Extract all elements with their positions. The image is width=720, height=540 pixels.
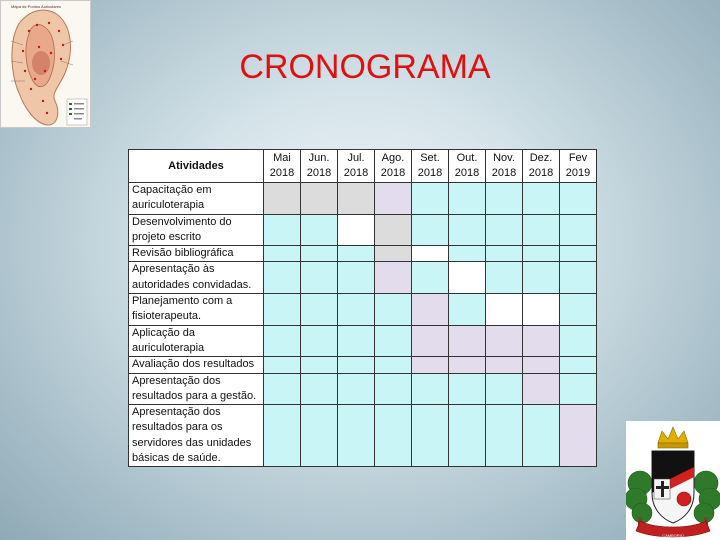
schedule-cell bbox=[449, 246, 486, 262]
schedule-cell bbox=[301, 357, 338, 373]
month-header-ago bbox=[375, 150, 412, 183]
schedule-cell bbox=[338, 246, 375, 262]
activity-cell: Apresentação às autoridades convidadas. bbox=[129, 262, 264, 294]
month-year: 2018 bbox=[491, 167, 517, 179]
schedule-cell bbox=[301, 294, 338, 326]
schedule-cell bbox=[560, 294, 597, 326]
schedule-cell bbox=[560, 246, 597, 262]
schedule-cell bbox=[560, 357, 597, 373]
schedule-cell bbox=[523, 294, 560, 326]
activity-cell: Apresentação dos resultados para os servidores das unidades básicas de saúde. bbox=[129, 405, 264, 467]
month-label: Nov. bbox=[493, 152, 515, 164]
schedule-cell bbox=[264, 262, 301, 294]
ear-chart-caption: Mapa de Pontos Auriculares bbox=[11, 4, 62, 9]
schedule-cell bbox=[523, 405, 560, 467]
month-header-set bbox=[412, 150, 449, 183]
month-label: Dez. bbox=[529, 152, 553, 164]
table-row bbox=[129, 325, 597, 357]
schedule-cell bbox=[301, 405, 338, 467]
activity-cell: Avaliação dos resultados bbox=[129, 357, 264, 373]
schedule-cell bbox=[264, 294, 301, 326]
schedule-cell bbox=[523, 357, 560, 373]
table-row bbox=[129, 183, 597, 215]
schedule-cell bbox=[412, 357, 449, 373]
schedule-cell bbox=[486, 405, 523, 467]
schedule-cell bbox=[301, 214, 338, 246]
table-row bbox=[129, 262, 597, 294]
activity-cell: Planejamento com a fisioterapeuta. bbox=[129, 294, 264, 326]
month-year: 2018 bbox=[454, 167, 480, 179]
schedule-cell bbox=[486, 183, 523, 215]
schedule-cell bbox=[375, 357, 412, 373]
schedule-cell bbox=[412, 262, 449, 294]
month-header-nov bbox=[486, 150, 523, 183]
month-header-dez bbox=[523, 150, 560, 183]
schedule-cell bbox=[523, 214, 560, 246]
month-header-mai bbox=[264, 150, 301, 183]
schedule-cell bbox=[449, 294, 486, 326]
month-label: Ago. bbox=[381, 152, 405, 164]
schedule-cell bbox=[486, 262, 523, 294]
schedule-cell bbox=[338, 357, 375, 373]
month-label: Mai bbox=[273, 152, 291, 164]
schedule-cell bbox=[523, 183, 560, 215]
month-label: Set. bbox=[420, 152, 440, 164]
schedule-cell bbox=[338, 325, 375, 357]
schedule-cell bbox=[301, 373, 338, 405]
schedule-cell bbox=[412, 373, 449, 405]
table-header-row bbox=[129, 150, 597, 183]
schedule-cell bbox=[301, 262, 338, 294]
month-year: 2018 bbox=[380, 167, 406, 179]
table-row bbox=[129, 357, 597, 373]
schedule-cell bbox=[375, 325, 412, 357]
schedule-cell bbox=[449, 357, 486, 373]
schedule-cell bbox=[523, 246, 560, 262]
schedule-cell bbox=[412, 183, 449, 215]
schedule-cell bbox=[264, 357, 301, 373]
month-year: 2018 bbox=[306, 167, 332, 179]
schedule-cell bbox=[338, 294, 375, 326]
activity-column-header: Atividades bbox=[129, 150, 264, 183]
schedule-cell bbox=[264, 405, 301, 467]
schedule-cell bbox=[338, 262, 375, 294]
table-row bbox=[129, 373, 597, 405]
schedule-cell bbox=[486, 325, 523, 357]
schedule-cell bbox=[486, 246, 523, 262]
schedule-cell bbox=[560, 325, 597, 357]
schedule-cell bbox=[486, 357, 523, 373]
schedule-cell bbox=[412, 294, 449, 326]
schedule-cell bbox=[375, 214, 412, 246]
table-row bbox=[129, 214, 597, 246]
month-label: Fev bbox=[568, 152, 588, 164]
activity-cell: Capacitação em auriculoterapia bbox=[129, 183, 264, 215]
schedule-cell bbox=[523, 325, 560, 357]
schedule-cell bbox=[486, 214, 523, 246]
schedule-cell bbox=[375, 183, 412, 215]
schedule-cell bbox=[412, 214, 449, 246]
schedule-cell bbox=[338, 214, 375, 246]
schedule-cell bbox=[375, 262, 412, 294]
schedule-cell bbox=[523, 262, 560, 294]
schedule-cell bbox=[301, 183, 338, 215]
schedule-cell bbox=[449, 405, 486, 467]
month-year: 2018 bbox=[269, 167, 295, 179]
activity-cell: Revisão bibliográfica bbox=[129, 246, 264, 262]
schedule-cell bbox=[486, 294, 523, 326]
schedule-cell bbox=[301, 325, 338, 357]
schedule-cell bbox=[264, 214, 301, 246]
month-label: Out. bbox=[456, 152, 478, 164]
schedule-cell bbox=[338, 183, 375, 215]
activity-cell: Desenvolvimento do projeto escrito bbox=[129, 214, 264, 246]
table-row bbox=[129, 294, 597, 326]
schedule-cell bbox=[412, 325, 449, 357]
schedule-cell bbox=[560, 405, 597, 467]
schedule-cell bbox=[412, 405, 449, 467]
schedule-cell bbox=[449, 373, 486, 405]
activity-cell: Aplicação da auriculoterapia bbox=[129, 325, 264, 357]
schedule-cell bbox=[375, 294, 412, 326]
schedule-cell bbox=[449, 183, 486, 215]
page-title: CRONOGRAMA bbox=[239, 48, 491, 86]
schedule-cell bbox=[338, 405, 375, 467]
activity-cell: Apresentação dos resultados para a gestão. bbox=[129, 373, 264, 405]
month-year: 2018 bbox=[417, 167, 443, 179]
month-label: Jul. bbox=[347, 152, 365, 164]
coat-of-arms-image bbox=[626, 421, 720, 540]
schedule-cell bbox=[560, 183, 597, 215]
schedule-cell bbox=[560, 214, 597, 246]
schedule-cell bbox=[264, 373, 301, 405]
month-label: Jun. bbox=[308, 152, 330, 164]
month-year: 2019 bbox=[565, 167, 591, 179]
crest-illustration bbox=[626, 421, 720, 540]
schedule-cell bbox=[560, 373, 597, 405]
schedule-cell bbox=[412, 246, 449, 262]
month-header-out bbox=[449, 150, 486, 183]
table-row bbox=[129, 246, 597, 262]
schedule-table bbox=[128, 149, 597, 467]
schedule-cell bbox=[486, 373, 523, 405]
schedule-cell bbox=[523, 373, 560, 405]
schedule-cell bbox=[449, 262, 486, 294]
schedule-cell bbox=[264, 325, 301, 357]
month-year: 2018 bbox=[528, 167, 554, 179]
schedule-cell bbox=[338, 373, 375, 405]
schedule-cell bbox=[264, 183, 301, 215]
schedule-cell bbox=[375, 405, 412, 467]
month-header-jul bbox=[338, 150, 375, 183]
schedule-cell bbox=[449, 325, 486, 357]
schedule-cell bbox=[264, 246, 301, 262]
schedule-cell bbox=[560, 262, 597, 294]
table-row bbox=[129, 405, 597, 467]
month-year: 2018 bbox=[343, 167, 369, 179]
schedule-cell bbox=[375, 373, 412, 405]
schedule-cell bbox=[301, 246, 338, 262]
month-header-fev bbox=[560, 150, 597, 183]
crest-motto: CAMBORIÚ bbox=[662, 533, 684, 538]
schedule-cell bbox=[449, 214, 486, 246]
month-header-jun bbox=[301, 150, 338, 183]
schedule-cell bbox=[375, 246, 412, 262]
